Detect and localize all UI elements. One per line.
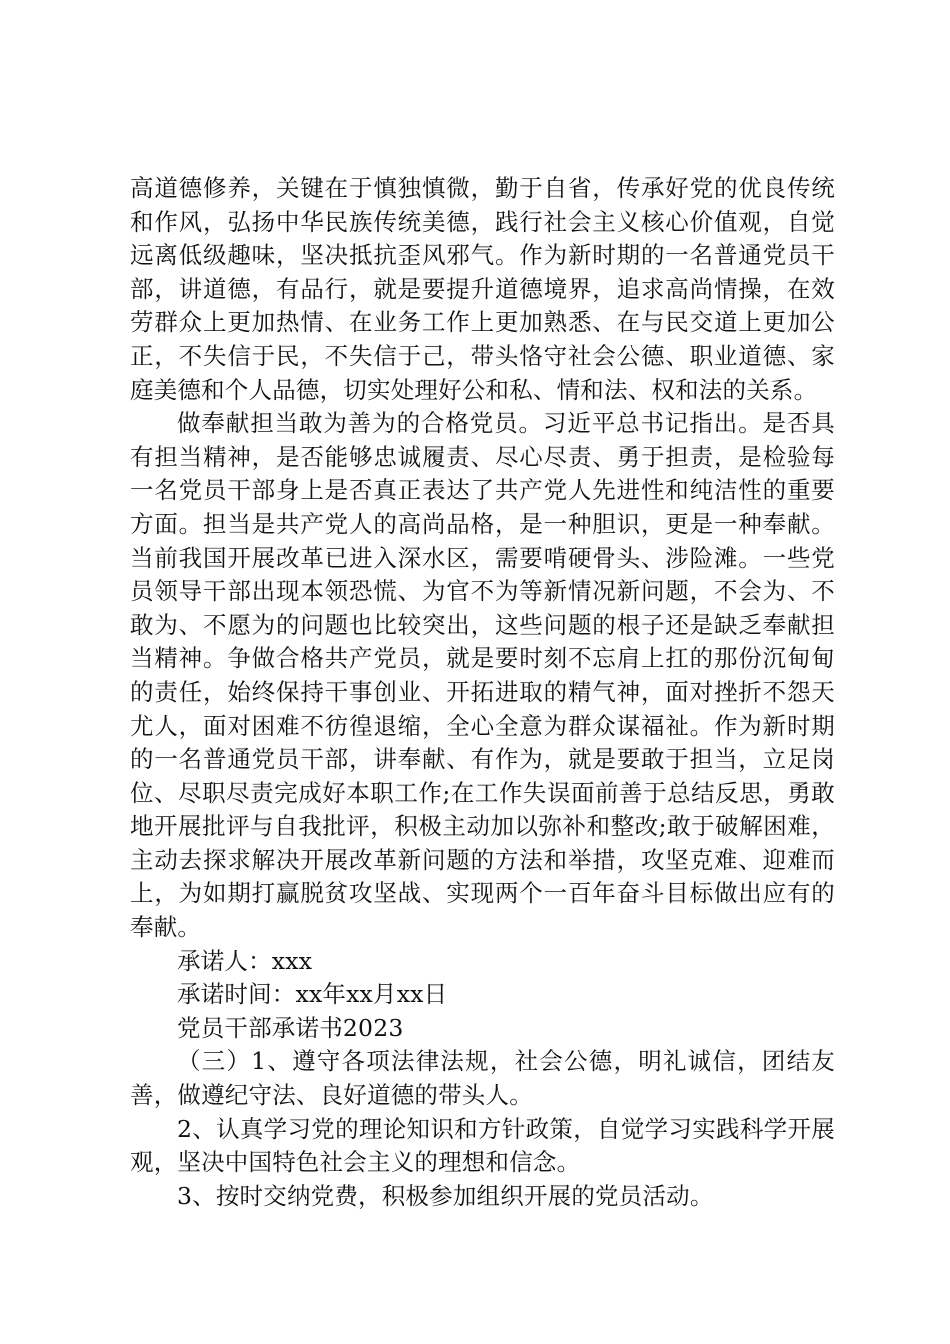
paragraph-dedication: 做奉献担当敢为善为的合格党员。习近平总书记指出。是否具有担当精神，是否能够忠诚履责、尽心尽责、勇于担责，是检验每一名党员干部身上是否真正表达了共产党人先进性和纯洁性的重要方面。担当是共产党人的高尚品格，是一种胆识，更是一种奉献。当前我国开展改革已进入深水区，需要啃硬骨头、涉险滩。一些党员领导干部出现本领恐慌、为官不为等新情况新问题，不会为、不敢为、不愿为的问题也比较突出，这些问题的根子还是缺乏奉献担当精神。争做合格共产党员，就是要时刻不忘肩上扛的那份沉甸甸的责任，始终保持干事创业、开拓进取的精气神，面对挫折不怨天尤人，面对困难不彷徨退缩，全心全意为群众谋福祉。作为新时期的一名普通党员干部，讲奉献、有作为，就是要敢于担当，立足岗位、尽职尽责完成好本职工作;在工作失误面前善于总结反思，勇敢地开展批评与自我批评，积极主动加以弥补和整改;敢于破解困难，主动去探求解决开展改革新问题的方法和举措，攻坚克难、迎难而上，为如期打赢脱贫攻坚战、实现两个一百年奋斗目标做出应有的奉献。 <box>130 409 835 942</box>
list-item-3: 3、按时交纳党费，积极参加组织开展的党员活动。 <box>177 1181 714 1210</box>
list-item-2: 2、认真学习党的理论知识和方针政策，自觉学习实践科学开展观，坚决中国特色社会主义的理想和信念。 <box>130 1114 835 1177</box>
promisor-line: 承诺人：xxx <box>177 946 313 975</box>
list-item-1: （三）1、遵守各项法律法规，社会公德，明礼诚信，团结友善，做遵纪守法、良好道德的带头人。 <box>130 1047 835 1110</box>
section-title: 党员干部承诺书2023 <box>177 1013 404 1042</box>
paragraph-moral-cultivation: 高道德修养，关键在于慎独慎微，勤于自省，传承好党的优良传统和作风，弘扬中华民族传统美德，践行社会主义核心价值观，自觉远离低级趣味，坚决抵抗歪风邪气。作为新时期的一名普通党员干部，讲道德，有品行，就是要提升道德境界，追求高尚情操，在效劳群众上更加热情、在业务工作上更加熟悉、在与民交道上更加公正，不失信于民，不失信于己，带头恪守社会公德、职业道德、家庭美德和个人品德，切实处理好公和私、情和法、权和法的关系。 <box>130 174 835 404</box>
document-body <box>130 172 835 1213</box>
promise-date-line: 承诺时间：xx年xx月xx日 <box>177 980 448 1009</box>
